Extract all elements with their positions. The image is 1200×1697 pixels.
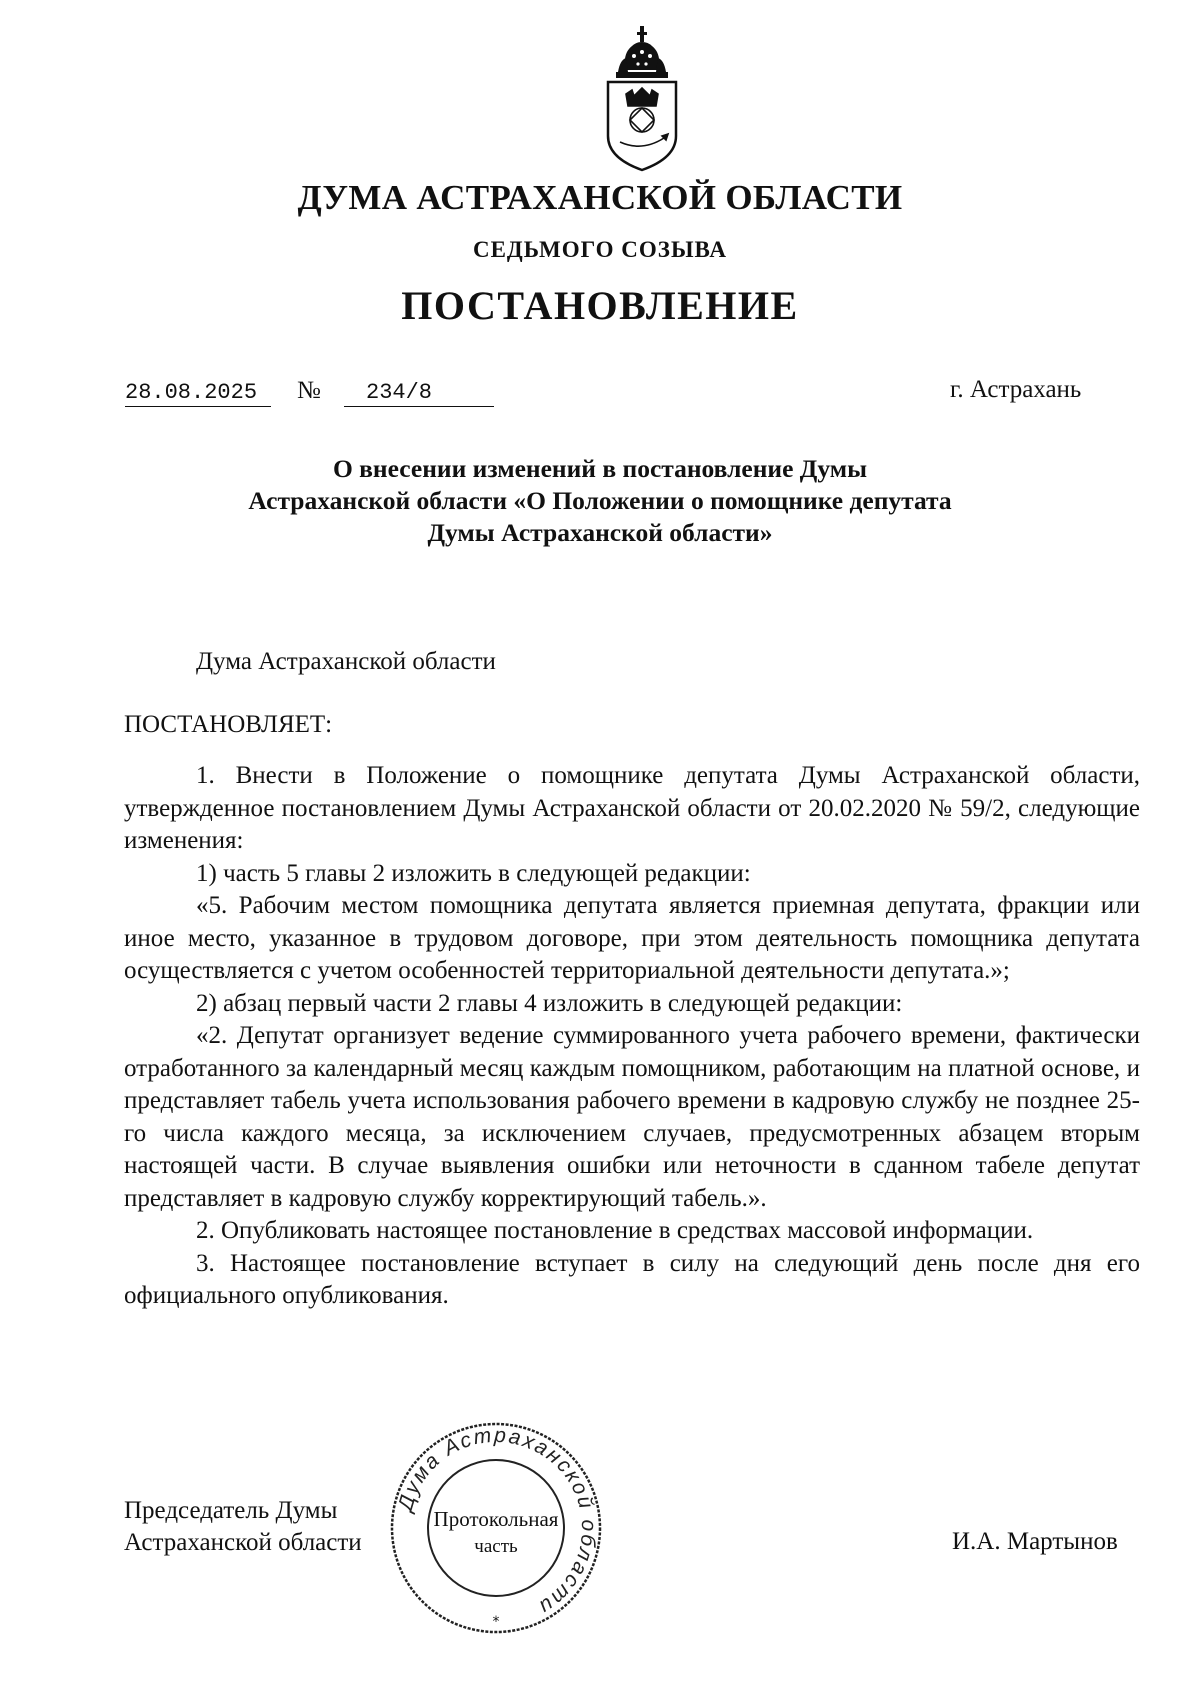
signatory-name: И.А. Мартынов — [952, 1528, 1118, 1555]
body-paragraph: «5. Рабочим местом помощника депутата является приемная депутата, фракции или иное место, указанное в трудовом договоре, при этом деятельность помощника депутата осуществляется с учетом особенностей территориальной деятельности депутата.»; — [124, 892, 1140, 984]
organization-title: ДУМА АСТРАХАНСКОЙ ОБЛАСТИ — [297, 178, 903, 217]
stamp-ring-text-path: Дума Астраханской области — [393, 1423, 601, 1620]
signatory-position-line: Председатель Думы — [124, 1497, 338, 1524]
official-stamp — [386, 1418, 606, 1638]
subject-line: Астраханской области «О Положении о помощнике депутата — [248, 486, 952, 515]
subject-line: Думы Астраханской области» — [427, 518, 773, 547]
body-paragraph: «2. Депутат организует ведение суммированного учета рабочего времени, фактически отработанного за календарный месяц каждым помощником, работающим на платной основе, и представляет табель учета использования рабочего времени в кадровую службу не позднее 25-го числа каждого месяца, за исключением случаев, предусмотренных абзацем вторым настоящей части. В случае выявления ошибки или неточности в сданном табеле депутат представляет в кадровую службу корректирующий табель.». — [124, 1022, 1140, 1212]
resolves-heading: ПОСТАНОВЛЯЕТ: — [124, 711, 333, 738]
subject-line: О внесении изменений в постановление Думы — [332, 454, 868, 483]
signatory-position — [124, 1495, 362, 1559]
issuer-name: Дума Астраханской области — [196, 648, 496, 675]
document-date: 28.08.2025 — [125, 380, 271, 407]
document-number: 234/8 — [344, 380, 494, 407]
stamp-center-line: Протокольная — [433, 1507, 559, 1531]
body-paragraph: 1. Внести в Положение о помощнике депутата Думы Астраханской области, утвержденное постановлением Думы Астраханской области от 20.02.2020 № 59/2, следующие изменения: — [124, 762, 1140, 854]
document-body — [124, 760, 1140, 1313]
astrakhan-coat-of-arms-icon — [596, 24, 688, 174]
stamp-center-line: часть — [474, 1536, 518, 1557]
body-paragraph: 2. Опубликовать настоящее постановление в средствах массовой информации. — [196, 1217, 1034, 1244]
document-subject — [0, 453, 1200, 549]
document-type-heading: ПОСТАНОВЛЕНИЕ — [401, 283, 799, 328]
stamp-star: * — [492, 1614, 500, 1630]
number-sign: № — [297, 377, 321, 404]
body-paragraph: 1) часть 5 главы 2 изложить в следующей редакции: — [196, 859, 751, 887]
convocation-subtitle: СЕДЬМОГО СОЗЫВА — [472, 237, 728, 262]
body-paragraph: 2) абзац первый части 2 главы 4 изложить в следующей редакции: — [196, 989, 903, 1017]
document-city: г. Астрахань — [950, 376, 1082, 403]
signatory-position-line: Астраханской области — [124, 1529, 362, 1556]
body-paragraph: 3. Настоящее постановление вступает в силу на следующий день после дня его официального опубликования. — [124, 1249, 1140, 1309]
